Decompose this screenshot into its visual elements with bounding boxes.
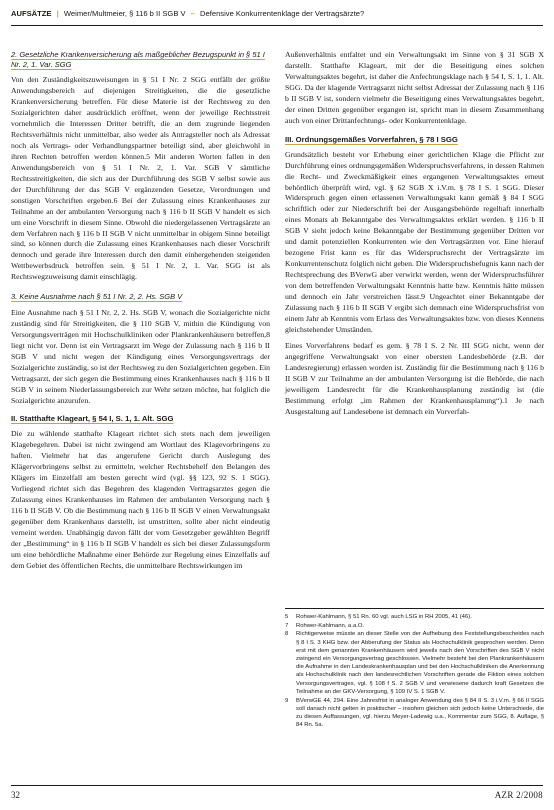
paragraph: Eines Vorverfahrens bedarf es gem. § 78 I S. 2 Nr. III SGG nicht, wenn der angegriffene Verwaltungsakt von einer obersten Landesbehörde (z.B. der Landesregierung) erlassen worden ist. Zuständig für die Bestimmung nach § 116 b II SGB V zur Teilnahme an der ambulanten Versorgung ist die Behörde, die nach jeweiligem Landesrecht für die Krankenhausplanung zuständig ist (die Bestimmung erfolgt „im Rahmen der Krankenhausplanung“).1 Je nach Ausgestaltung auf Landesebene ist demnach ein Vorverfah- (285, 340, 544, 416)
journal-name: AZR 2/2008 (494, 790, 543, 800)
footnote-number: 7 (285, 622, 289, 629)
header-section: AUFSÄTZE (11, 9, 52, 18)
page-footer (11, 785, 543, 803)
left-column (11, 50, 270, 576)
footnote-number: 9 (285, 697, 289, 704)
header-dash: – (190, 9, 195, 18)
page-number: 32 (11, 790, 20, 800)
footnote-text: Rohwer-Kahlmann, a.a.O. (296, 622, 365, 629)
running-header (11, 9, 543, 26)
footnote-text: Rohwer-Kahlmann, § 51 Rn. 60 vgl. auch LSG in RH 2005, 41 (46). (296, 614, 472, 620)
footnote-text: Richtigerweise müsste an dieser Stelle von der Aufhebung des Feststellungsbescheides nach § 8 I S. 3 KHG bzw. der Abberufung der Status als Hochschulklinik gesprochen werden. Denn erst mit dem genannten Krankenhäusern wird jeweils nach den Vorschriften des SGB V nicht zwingend ein Versorgungsvertrag geschlossen. Vielmehr besteht bei den Plankrankenhäusern die Aufnahme in den Landeskrankenhausplan und bei den Hochschulkliniken die Anerkennung als Hochschulklinik nach den landesrechtlichen Vorschriften gerade die Fiktion eines solchen Versorgungsvertrages, vgl. § 108 f S. 2 SGB V und verwiesene dadurch kraft Gesetzes die Teilnahme an der GKV-Versorgung, § 109 IV S. 1 SGB V. (296, 631, 544, 695)
header-title: Defensive Konkurrentenklage der Vertragsärzte? (200, 9, 365, 18)
header-authors: Weimer/Multmeier, § 116 b II SGB V (63, 9, 186, 18)
paragraph: Eine Ausnahme nach § 51 I Nr. 2, 2. Hs. SGB V, wonach die Sozialgerichte nicht zuständig sind für Streitigkeiten, die § 110 SGB V, mithin die Kündigung von Versorgungsverträgen mit Hochschulkliniken oder Plankrankenhäusern betreffen,8 liegt nicht vor. Denn ist ein Vertragsarzt im Wege der Zulassung nach § 116 b II SGB V und nicht wegen der Kündigung eines Versorgungsvertrags der Sozialgerichte zuständig, so ist der Rechtsweg zu den Sozialgerichten gegeben. Ein Vertragsarzt, der sich gegen die Bestimmung eines Krankenhauses nach § 116 b II SGB V in seinem Niederlassungsbereich zur Wehr setzen möchte, hat folglich die Sozialgerichte anzurufen. (11, 307, 270, 405)
subheading-2: 2. Gesetzliche Krankenversicherung als maßgeblicher Bezugspunkt in § 51 I Nr. 2, 1. Var. SGG (11, 50, 265, 69)
footnote-text: BVerwGE 44, 294. Eine Jahresfrist in analoger Anwendung des § 84 II S. 3 i.V.m. § 66 II SGG soll danach nicht gelten in praktischer – insofern gleichen sich jedoch keine Unterschiede, die zu diesen Auffassungen, vgl. hierzu Meyer-Ladewig u.a., Kommentar zum SGG, 8. Auflage, § 84 Rn. 5a. (296, 697, 544, 729)
footnotes (285, 608, 544, 730)
paragraph: Von den Zuständigkeitszuweisungen in § 51 I Nr. 2 SGG entfällt der größte Anwendungsbereich auf diejenigen Streitigkeiten, die die gesetzliche Krankenversicherung betreffen. Für diese Materie ist der Rechtsweg zu den Sozialgerichten daher ausdrücklich eröffnet, wenn der jeweilige Rechtsstreit vornehmlich die Interessen Dritter betrifft, die an dem zugrunde liegenden Rechtsverhältnis nicht unmittelbar, also weder als Antragsteller noch als Adressat noch als Vertrags- oder Verhandlungspartner beteiligt sind, aber gleichwohl in ihren Rechten betroffen werden können.5 Mit anderen Worten fallen in den Anwendungsbereich von § 51 I Nr. 2, 1. Var. SGB V sämtliche Rechtsstreitigkeiten, die sich aus der Durchführung des SGB V selbst sowie aus der Durchführung der das SGB V ergänzenden Gesetze, Verordnungen und sonstigen Vorschriften ergeben.6 Bei der Zulassung eines Krankenhauses zur Teilnahme an der ambulanten Versorgung nach § 116 b II SGB V handelt es sich um eine Vorschrift in diesem Sinne. Obwohl die niedergelassenen Vertragsärzte an dem Verfahren nach § 116 b II SGB V nicht unmittelbar in obigem Sinne beteiligt sind, so können durch die Zulassung eines Krankenhauses nach dieser Vorschrift dennoch und gerade ihre Interessen durch den damit einhergehenden steigenden Wettbewerbsdruck betroffen sein. § 51 I Nr. 2, 1. Var. SGG ist als Rechtswegzuweisung damit einschlägig. (11, 75, 270, 282)
paragraph: Die zu wählende statthafte Klageart richtet sich stets nach dem jeweiligen Klagebegehren. Dabei ist nicht zwingend am Wortlaut des Klagevorbringens zu haften. Vielmehr hat das angerufene Gericht durch Auslegung des Klägervorbringens selbst zu ermitteln, welcher Rechtsbehelf den Belangen des Klägers im Einzelfall am besten gerecht wird (vgl. §§ 123, 92 S. 1 SGG). Vorliegend richtet sich das Begehren des klagenden Vertragsarztes gegen die Zulassung eines Krankenhauses im Rahmen der ambulanten Versorgung nach § 116 b II SGB V. Ob die Bestimmung nach § 116 b II SGB V einen Verwaltungsakt gegenüber dem Krankenhaus darstellt, ist umstritten, sollte aber nicht eindeutig verneint werden. Unabhängig davon fällt der vom Gesetzgeber gewählten Begriff der „Bestimmung“ in § 116 b II SGB V handelt es sich bei dieser Zulassungsform um eine behördliche Maßnahme einer Behörde zur Regelung eines Einzelfalls auf dem Gebiet des öffentlichen Rechts, die unmittelbare Rechtswirkungen im (11, 429, 270, 570)
section-heading-ii: II. Statthafte Klageart, § 54 I, S. 1, 1. Alt. SGG (11, 414, 174, 424)
header-separator: | (56, 9, 59, 18)
subheading-3: 3. Keine Ausnahme nach § 51 I Nr. 2, 2. Hs. SGB V (11, 292, 183, 302)
section-heading-iii: III. Ordnungsgemäßes Vorverfahren, § 78 I SGG (285, 134, 458, 144)
footnote (285, 613, 544, 621)
footnote-number: 5 (285, 614, 289, 620)
footnote (285, 630, 544, 696)
footnote-number: 8 (285, 631, 289, 638)
right-column (285, 50, 544, 422)
paragraph: Grundsätzlich besteht vor Erhebung einer gerichtlichen Klage die Pflicht zur Durchführung eines ordnungsgemäßen Widerspruchsverfahrens, in dessen Rahmen die Recht- und Zweckmäßigkeit eines ergangenen Verwaltungsaktes erneut behördlich überprüft wird, vgl. § 62 SGB X i.V.m. § 78 I S. 1 SGG. Dieser Widerspruch gegen einen erlassenen Verwaltungsakt kann gemäß § 84 I SGG schriftlich oder zur Niederschrift bei der Ausgangsbehörde regelhaft innerhalb eines Monats ab Bekanntgabe des Verwaltungsaktes erklärt werden. § 116 b II SGB V sieht jedoch keine Bekanntgabe der Bestimmung gegenüber Dritten vor und damit potenziellen Konkurrenten wie den Vertragsärzten vor. Eine hierauf bezogene Frist kann es für das Widerspruchsrecht der Vertragsärzte im Konkurrentenschutz folglich nicht geben. Die Widerspruchsbefugnis kann nach der Rechtsprechung des BVerwG aber verwirkt werden, wenn der Widerspruchsführer von dem betreffenden Verwaltungsakt Kenntnis hatte bzw. Kenntnis hätte müssen und dennoch ein Jahr verstreichen lässt.9 Ungeachtet einer Bekanntgabe der Zulassung nach § 116 b II SGB V ergibt sich demnach eine Widerspruchsfrist von einem Jahr ab Kenntnis vom Erlass des Verwaltungsaktes bzw. von dieses Kennens gleichstehender Umständen. (285, 149, 544, 334)
footnote (285, 697, 544, 730)
paragraph: Außenverhältnis entfaltet und ein Verwaltungsakt im Sinne von § 31 SGB X darstellt. Statthafte Klageart, mit der die Beseitigung eines solchen Verwaltungsaktes begehrt, ist daher die Anfechtungsklage nach § 54 I, S. 1, 1. Alt. SGG. Da der klagende Vertragsarzt nicht selbst Adressat der Zulassung nach § 116 b II SGB V ist, sondern vielmehr die Beseitigung eines Verwaltungsaktes begehrt, der einen Dritten gegenüber ergangen ist, spricht man in diesem Zusammenhang auch von einer Drittanfechtungs- oder Konkurrentenklage. (285, 50, 544, 125)
footnote (285, 622, 544, 630)
